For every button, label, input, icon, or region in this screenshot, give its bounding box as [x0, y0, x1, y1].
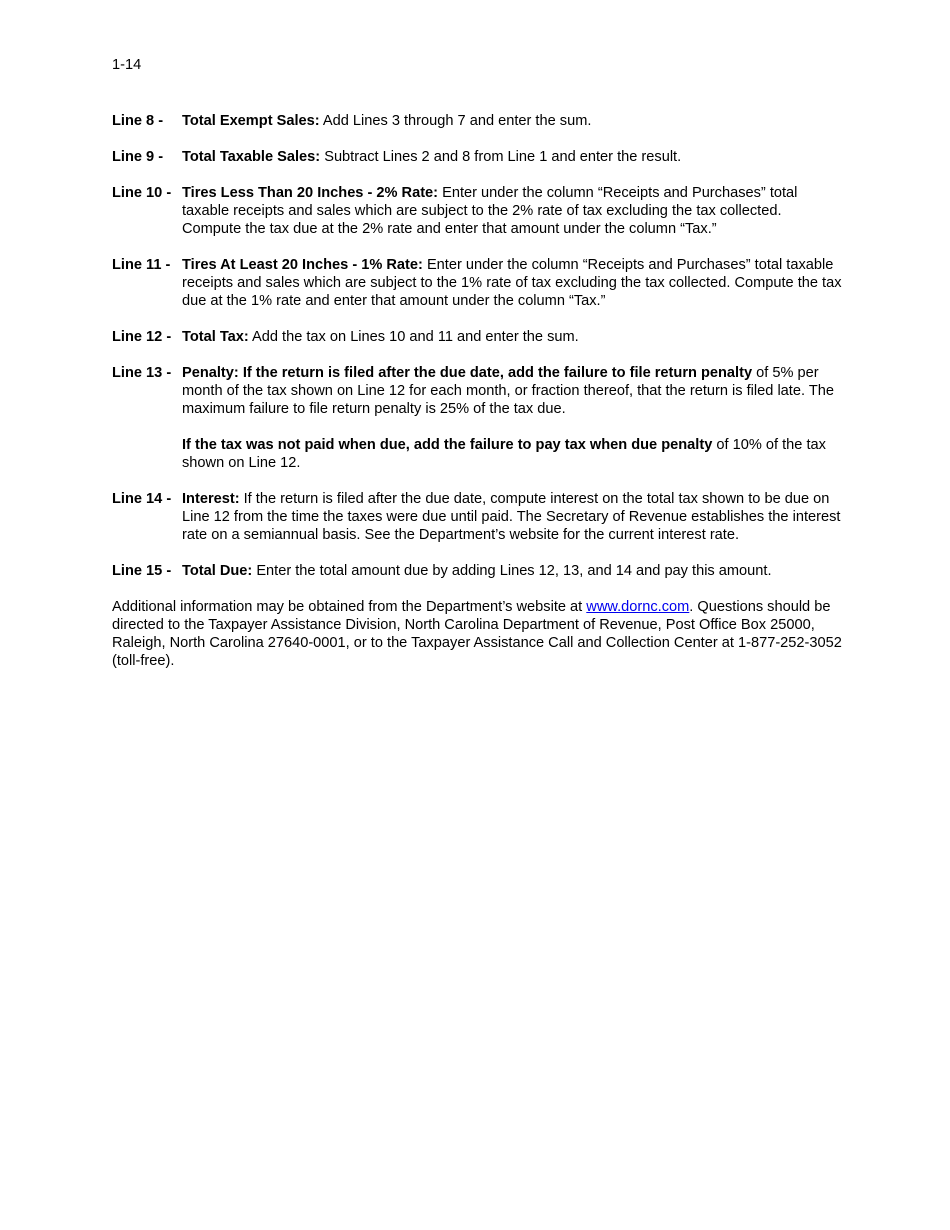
line-text: Add Lines 3 through 7 and enter the sum.: [319, 113, 592, 129]
line-number: Line 12 -: [112, 329, 172, 345]
line-paragraph: [182, 562, 842, 580]
line-number: Line 15 -: [112, 563, 172, 579]
line-15-entry: [112, 562, 842, 580]
line-13-entry: [112, 364, 842, 472]
line-9-entry: [112, 148, 842, 166]
line-number: Line 13 -: [112, 365, 172, 381]
line-text: Enter under the column “Receipts and Purchases” total taxable receipts and sales which are subject to the 1% rate of tax excluding the tax collected. Compute the tax due at the 1% rate and enter that amount under the column “Tax.”: [182, 257, 842, 309]
line-title: Total Tax:: [182, 329, 249, 345]
line-text: Enter the total amount due by adding Lines 12, 13, and 14 and pay this amount.: [252, 563, 772, 579]
line-title: Interest:: [182, 491, 240, 507]
line-paragraph: [182, 490, 842, 544]
line-paragraph-secondary: [182, 436, 842, 472]
line-description: [182, 184, 842, 238]
page-number: 1-14: [112, 57, 142, 73]
line-text: Add the tax on Lines 10 and 11 and enter the sum.: [248, 329, 579, 345]
line-title: Tires At Least 20 Inches - 1% Rate:: [182, 257, 423, 273]
line-description: [182, 490, 842, 544]
line-description: [182, 328, 842, 346]
line-12-entry: [112, 328, 842, 346]
line-paragraph: [182, 328, 842, 346]
line-14-entry: [112, 490, 842, 544]
line-number: Line 14 -: [112, 491, 172, 507]
line-secondary-title: If the tax was not paid when due, add the failure to pay tax when due penalty: [182, 437, 713, 453]
line-text: Subtract Lines 2 and 8 from Line 1 and enter the result.: [320, 149, 682, 165]
line-number: Line 11 -: [112, 257, 171, 273]
website-link[interactable]: www.dornc.com: [586, 599, 690, 615]
line-paragraph: [182, 364, 842, 418]
line-paragraph: [182, 256, 842, 310]
line-description: [182, 256, 842, 310]
line-text: Enter under the column “Receipts and Purchases” total taxable receipts and sales which are subject to the 2% rate of tax excluding the tax collected. Compute the tax due at the 2% rate and enter that amount under the column “Tax.”: [182, 185, 798, 237]
line-secondary-text: of 10% of the tax shown on Line 12.: [182, 437, 826, 471]
line-10-entry: [112, 184, 842, 238]
document-page: [112, 56, 842, 670]
additional-information-paragraph: [112, 598, 842, 670]
line-paragraph: [182, 184, 842, 238]
line-text: If the return is filed after the due date, compute interest on the total tax shown to be due on Line 12 from the time the taxes were due until paid. The Secretary of Revenue establishes the interest rate on a semiannual basis. See the Department’s website for the current interest rate.: [182, 491, 841, 543]
line-title: Penalty: If the return is filed after the due date, add the failure to file return penalty: [182, 365, 753, 381]
line-description: [182, 562, 842, 580]
line-paragraph: [182, 148, 842, 166]
line-11-entry: [112, 256, 842, 310]
line-8-entry: [112, 112, 842, 130]
line-title: Tires Less Than 20 Inches - 2% Rate:: [182, 185, 439, 201]
line-title: Total Due:: [182, 563, 253, 579]
line-number: Line 10 -: [112, 185, 172, 201]
line-description: [182, 364, 842, 472]
line-text: of 5% per month of the tax shown on Line 12 for each month, or fraction thereof, that the return is filed late. The maximum failure to file return penalty is 25% of the tax due.: [182, 365, 834, 417]
line-description: [182, 148, 842, 166]
closing-text-after-link: . Questions should be directed to the Taxpayer Assistance Division, North Carolina Department of Revenue, Post Office Box 25000, Raleigh, North Carolina 27640-0001, or to the Taxpayer Assistance Call and Collection Center at 1-877-252-3052 (toll-free).: [112, 599, 842, 669]
line-title: Total Taxable Sales:: [182, 149, 321, 165]
line-number: Line 8 -: [112, 113, 164, 129]
line-description: [182, 112, 842, 130]
line-number: Line 9 -: [112, 149, 164, 165]
line-title: Total Exempt Sales:: [182, 113, 320, 129]
line-paragraph: [182, 112, 842, 130]
closing-text-before-link: Additional information may be obtained from the Department’s website at: [112, 599, 587, 615]
